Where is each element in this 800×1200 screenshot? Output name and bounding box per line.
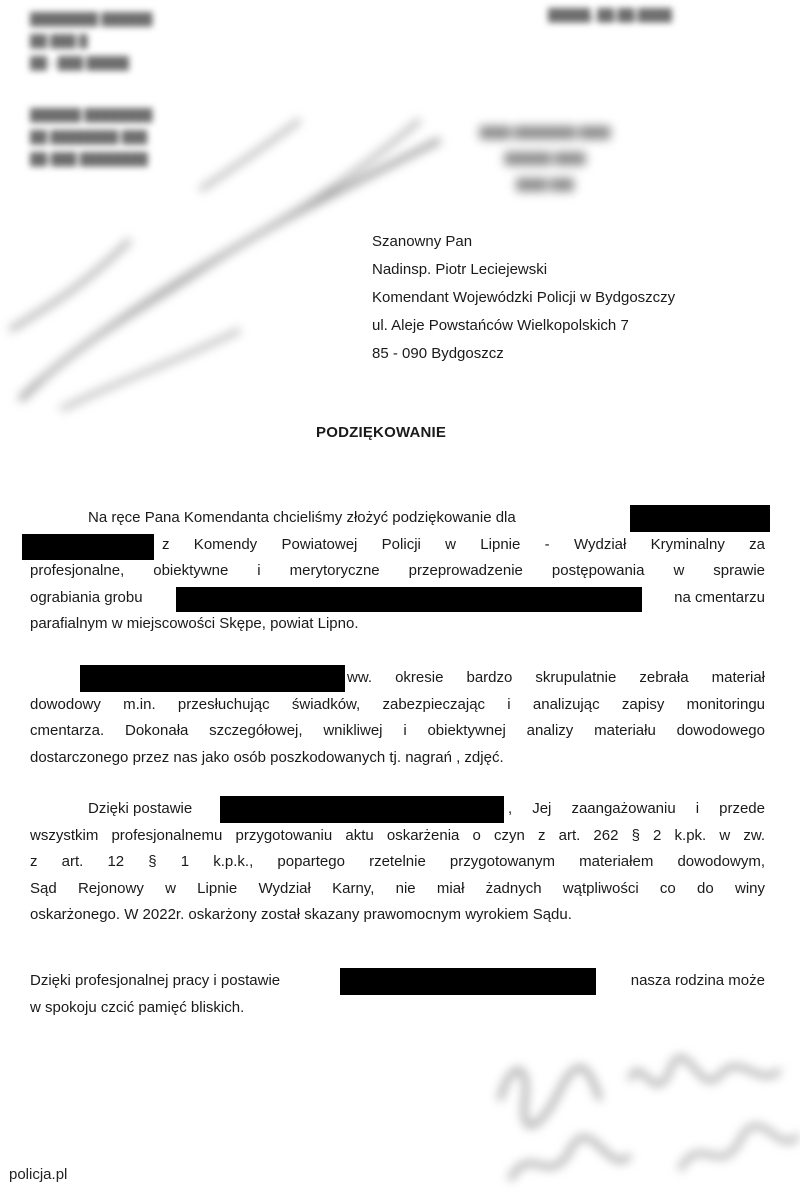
p3-line3: z art. 12 § 1 k.p.k., popartego rzetelnie przygotowanym materiałem dowodowym, (30, 853, 765, 870)
p4-line1b: nasza rodzina może (630, 972, 765, 989)
p1-line1: Na ręce Pana Komendanta chcieliśmy złożyć podziękowanie dla (88, 509, 516, 526)
recipient-city: 85 - 090 Bydgoszcz (372, 345, 504, 362)
p3-line4: Sąd Rejonowy w Lipnie Wydział Karny, nie miał żadnych wątpliwości co do winy (30, 879, 765, 897)
recipient-name: Nadinsp. Piotr Leciejewski (372, 261, 548, 278)
p4-line1a: Dzięki profesjonalnej pracy i postawie (30, 972, 281, 989)
redaction-bar (630, 505, 770, 532)
redaction-bar (22, 534, 154, 560)
p4-line2: w spokoju czcić pamięć bliskich. (30, 998, 245, 1016)
redaction-bar (340, 968, 596, 995)
paragraph-3 (30, 796, 765, 929)
signatures (480, 1040, 800, 1200)
p2-line1: ww. okresie bardzo skrupulatnie zebrała materiał (347, 669, 765, 686)
paragraph-2 (30, 665, 765, 771)
p3-line2: wszystkim profesjonalnemu przygotowaniu aktu oskarżenia o czyn z art. 262 § 2 k.pk. w zw. (30, 826, 765, 844)
recipient-block (372, 228, 675, 368)
recipient-greeting: Szanowny Pan (372, 233, 473, 250)
redaction-bar (80, 665, 345, 692)
source-watermark (6, 1166, 70, 1183)
p1-line2: z Komendy Powiatowej Policji w Lipnie - Wydział Kryminalny za (162, 535, 765, 553)
paragraph-4 (30, 968, 765, 1021)
p1-line4b: na cmentarzu (674, 588, 765, 606)
p2-line2: dowodowy m.in. przesłuchując świadków, zabezpieczając i analizując zapisy monitoringu (30, 695, 765, 713)
p1-line3: profesjonalne, obiektywne i merytoryczne przeprowadzenie postępowania w sprawie (30, 562, 765, 579)
date-blurred: █████, ██.██.████ (548, 8, 672, 22)
p1-line4a: ograbiania grobu (30, 588, 143, 606)
document-title: PODZIĘKOWANIE (316, 424, 447, 441)
p2-line4: dostarczonego przez nas jako osób poszkodowanych tj. nagrań , zdjęć. (30, 748, 504, 766)
recipient-street: ul. Aleje Powstańców Wielkopolskich 7 (372, 317, 629, 334)
footer-text: policja.pl (6, 1166, 70, 1183)
registry-stamp-blurred: ████ ████████ ████ ██████ ████ ████ ███ (479, 127, 611, 191)
p3-line5: oskarżonego. W 2022r. oskarżony został skazany prawomocnym wyrokiem Sądu. (30, 906, 572, 923)
redaction-bar (176, 587, 642, 612)
recipient-title: Komendant Wojewódzki Policji w Bydgoszczy (372, 289, 676, 306)
p1-line5: parafialnym w miejscowości Skępe, powiat Lipno. (30, 615, 359, 632)
p3-line1b: , Jej zaangażowaniu i przede (508, 800, 765, 817)
paragraph-1 (30, 505, 765, 638)
sender-address-blurred: ████████ ██████ ██ ███ █ ██ - ███ █████ ██████ ████████ ██ ████████ ███ ██-███ ████████ (30, 12, 153, 166)
p2-line3: cmentarza. Dokonała szczegółowej, wnikliwej i obiektywnej analizy materiału dowodowego (30, 722, 765, 739)
p3-line1a: Dzięki postawie (88, 800, 193, 817)
redaction-bar (220, 796, 504, 823)
